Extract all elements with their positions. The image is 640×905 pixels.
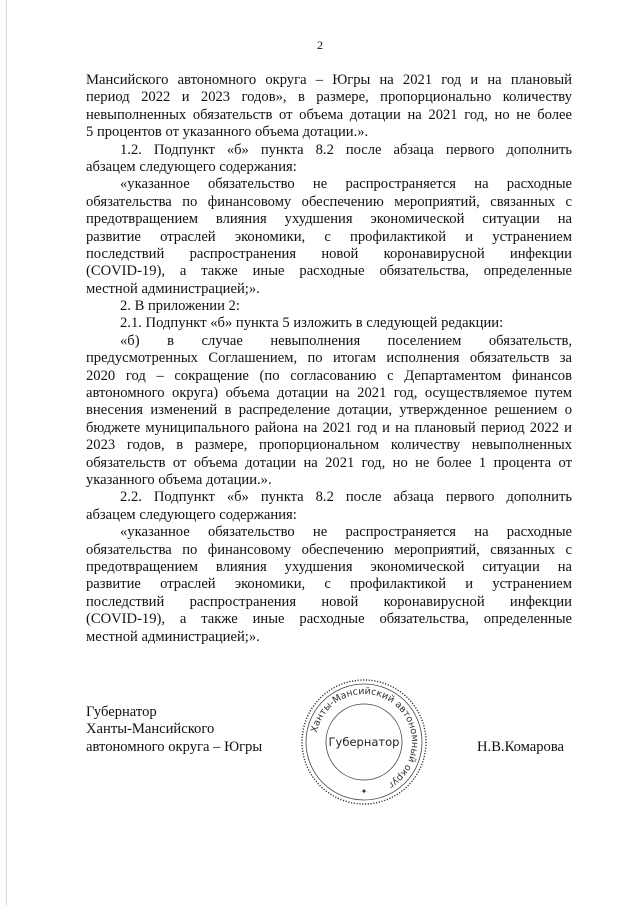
text-line: обязательства по финансовому обеспечению мероприятий, связанных с [86, 193, 572, 210]
text-line: «указанное обязательство не распространяется на расходные [120, 176, 572, 193]
signature-title-line: автономного округа – Югры [86, 738, 263, 755]
page-number: 2 [317, 38, 323, 52]
text-line: (COVID-19), а также иные расходные обязательства, определенные [86, 611, 572, 628]
text-line: внесения изменений в распределение дотации, утвержденное решением о [86, 402, 572, 419]
text-line: период 2022 и 2023 годов», в размере, пропорционально количеству [86, 89, 572, 106]
text-line: автономного округа) объема дотации на 2021 год, осуществляемое путем [86, 385, 572, 402]
text-line: 2.1. Подпункт «б» пункта 5 изложить в следующей редакции: [120, 315, 504, 332]
text-line: (COVID-19), а также иные расходные обязательства, определенные [86, 263, 572, 280]
text-line: 5 процентов от указанного объема дотации.». [86, 124, 369, 141]
text-line: развитие отраслей экономики, с профилактикой и устранением [86, 228, 572, 245]
text-line: обязательства по финансовому обеспечению мероприятий, связанных с [86, 541, 572, 558]
text-line: абзацем следующего содержания: [86, 158, 297, 175]
signature-title-line: Губернатор [86, 704, 157, 720]
text-line: 1.2. Подпункт «б» пункта 8.2 после абзаца первого дополнить [120, 141, 572, 158]
text-line: предотвращением влияния ухудшения экономической ситуации на [86, 558, 572, 575]
text-line: местной администрацией;». [86, 628, 260, 645]
text-line: невыполненных обязательств от объема дотации на 2021 год, но не более [86, 106, 572, 123]
text-line: бюджете муниципального района на 2021 год и на плановый период 2022 и [86, 419, 572, 436]
text-line: 2.2. Подпункт «б» пункта 8.2 после абзаца первого дополнить [120, 489, 572, 506]
text-line: абзацем следующего содержания: [86, 506, 297, 523]
text-line: 2023 годов, в размере, пропорциональном количеству невыполненных [86, 437, 572, 454]
text-line: местной администрацией;». [86, 280, 260, 297]
text-line: указанного объема дотации.». [86, 471, 272, 488]
text-line: обязательств от объема дотации на 2021 год, но не более 1 процента от [86, 454, 572, 471]
text-line: последствий распространения новой коронавирусной инфекции [86, 245, 572, 262]
signature-title-line: Ханты-Мансийского [86, 721, 215, 738]
text-line: 2020 год – сокращение (по согласованию с Департаментом финансов [86, 367, 572, 384]
signer-name: Н.В.Комарова [477, 739, 564, 755]
text-line: Мансийского автономного округа – Югры на 2021 год и на плановый [86, 72, 572, 88]
seal-ring-text: Ханты-Мансийский автономный округ [308, 685, 421, 791]
text-line: предотвращением влияния ухудшения экономической ситуации на [86, 211, 572, 228]
text-line: развитие отраслей экономики, с профилактикой и устранением [86, 576, 572, 593]
signature-title [86, 704, 262, 756]
star-icon: ✦ [360, 787, 368, 796]
text-line: «указанное обязательство не распространяется на расходные [120, 524, 572, 541]
text-line: «б) в случае невыполнения поселением обязательств, [120, 332, 572, 349]
scan-edge [6, 0, 7, 905]
seal-center-text: Губернатор [328, 735, 400, 749]
text-line: 2. В приложении 2: [120, 298, 240, 315]
text-line: последствий распространения новой коронавирусной инфекции [86, 593, 572, 610]
document-body [86, 72, 572, 646]
official-seal [298, 676, 430, 808]
text-line: предусмотренных Соглашением, по итогам исполнения обязательств за [86, 350, 572, 367]
